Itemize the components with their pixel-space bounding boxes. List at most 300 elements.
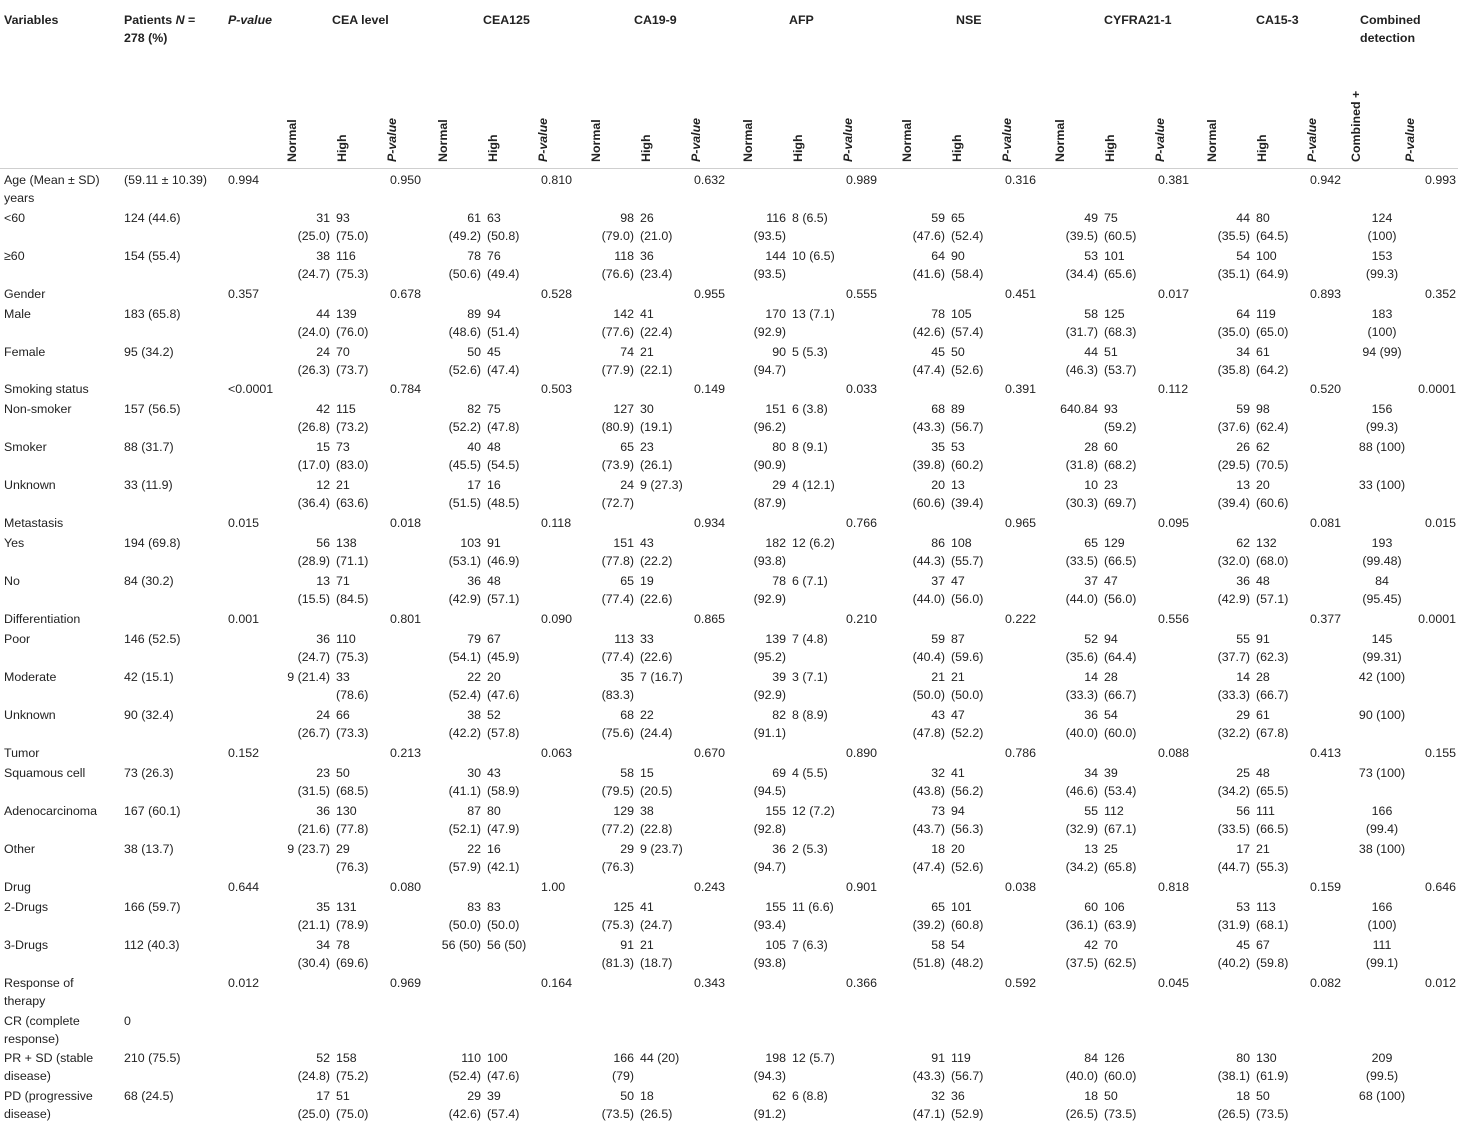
value-normal: 78 (42.6) <box>912 307 945 339</box>
value-normal: 9 (23.7) <box>287 842 330 856</box>
row-label: Other <box>4 842 35 856</box>
subheader-normal-4: Normal <box>900 119 914 162</box>
marker-p-value: 0.503 <box>541 382 573 396</box>
value-high: 100 (64.9) <box>1256 249 1289 281</box>
value-high: 6 (3.8) <box>792 402 828 416</box>
value-normal: 90 (94.7) <box>753 345 786 377</box>
row-patients: 183 (65.8) <box>124 307 181 321</box>
header-marker-0: CEA level <box>332 13 389 27</box>
value-normal: 182 (93.8) <box>753 536 786 568</box>
row-patients: 154 (55.4) <box>124 249 181 263</box>
marker-p-value: 0.670 <box>694 746 726 760</box>
subheader-high-0: High <box>335 134 349 162</box>
value-high: 5 (5.3) <box>792 345 828 359</box>
marker-p-value: 0.038 <box>1005 880 1037 894</box>
value-combined: 42 (100) <box>1358 670 1406 684</box>
value-normal: 55 (32.9) <box>1065 804 1098 836</box>
value-normal: 12 (36.4) <box>297 478 330 510</box>
value-high: 51 (53.7) <box>1104 345 1137 377</box>
value-normal: 80 (90.9) <box>753 440 786 472</box>
value-high: 94 (64.4) <box>1104 632 1137 664</box>
subheader-normal-1: Normal <box>436 119 450 162</box>
row-patients: 42 (15.1) <box>124 670 174 684</box>
value-high: 138 (71.1) <box>336 536 369 568</box>
header-marker-4: NSE <box>956 13 982 27</box>
value-high: 13 (7.1) <box>792 307 835 321</box>
value-high: 25 (65.8) <box>1104 842 1137 874</box>
combined-p-value: 0.0001 <box>1418 612 1456 626</box>
header-patients: Patients N = 278 (%) <box>124 13 196 45</box>
value-combined: 33 (100) <box>1358 478 1406 492</box>
value-high: 75 (47.8) <box>487 402 520 434</box>
value-high: 9 (23.7) <box>640 842 683 856</box>
value-high: 48 (57.1) <box>1256 574 1289 606</box>
marker-p-value: 0.950 <box>390 173 422 187</box>
value-normal: 53 (34.4) <box>1065 249 1098 281</box>
subheader-high-2: High <box>639 134 653 162</box>
value-normal: 24 (72.7) <box>601 478 634 510</box>
marker-p-value: 0.801 <box>390 612 422 626</box>
value-high: 4 (12.1) <box>792 478 835 492</box>
value-high: 39 (57.4) <box>487 1089 520 1121</box>
row-label: Smoker <box>4 440 47 454</box>
value-normal: 118 (76.6) <box>601 249 634 281</box>
value-high: 62 (70.5) <box>1256 440 1289 472</box>
combined-p-value: 0.155 <box>1424 746 1456 760</box>
marker-p-value: 0.955 <box>694 287 726 301</box>
value-high: 47 (52.2) <box>951 708 984 740</box>
value-normal: 64 (35.0) <box>1217 307 1250 339</box>
value-normal: 35 (83.3) <box>601 670 634 702</box>
marker-p-value: 0.678 <box>390 287 422 301</box>
value-normal: 82 (91.1) <box>753 708 786 740</box>
marker-p-value: 0.592 <box>1005 976 1037 990</box>
value-normal: 86 (44.3) <box>912 536 945 568</box>
row-patients: 95 (34.2) <box>124 345 174 359</box>
marker-p-value: 0.149 <box>694 382 726 396</box>
value-normal: 98 (79.0) <box>601 211 634 243</box>
row-patients: 157 (56.5) <box>124 402 181 416</box>
row-p-value: <0.0001 <box>228 382 274 396</box>
value-high: 47 (56.0) <box>951 574 984 606</box>
value-normal: 36 (42.9) <box>1217 574 1250 606</box>
value-normal: 80 (38.1) <box>1217 1051 1250 1083</box>
row-patients: 88 (31.7) <box>124 440 174 454</box>
value-high: 78 (69.6) <box>336 938 369 970</box>
value-high: 21 (18.7) <box>640 938 673 970</box>
value-normal: 42 (26.8) <box>297 402 330 434</box>
value-high: 80 (64.5) <box>1256 211 1289 243</box>
marker-p-value: 0.766 <box>846 516 878 530</box>
marker-p-value: 0.391 <box>1005 382 1037 396</box>
header-variables: Variables <box>4 13 59 27</box>
subheader-combined-p: P-value <box>1403 117 1417 162</box>
subheader-normal-6: Normal <box>1205 119 1219 162</box>
value-high: 132 (68.0) <box>1256 536 1289 568</box>
marker-p-value: 0.159 <box>1310 880 1342 894</box>
combined-p-value: 0.993 <box>1424 173 1456 187</box>
value-high: 125 (68.3) <box>1104 307 1137 339</box>
marker-p-value: 0.556 <box>1158 612 1190 626</box>
value-combined: 153 (99.3) <box>1365 249 1399 281</box>
marker-p-value: 0.786 <box>1005 746 1037 760</box>
value-normal: 40 (45.5) <box>448 440 481 472</box>
value-high: 53 (60.2) <box>951 440 984 472</box>
subheader-p-0: P-value <box>385 117 399 162</box>
value-high: 47 (56.0) <box>1104 574 1137 606</box>
value-normal: 36 (40.0) <box>1065 708 1098 740</box>
header-marker-3: AFP <box>789 13 814 27</box>
value-high: 100 (47.6) <box>487 1051 520 1083</box>
value-normal: 22 (57.9) <box>448 842 481 874</box>
value-combined: 68 (100) <box>1358 1089 1406 1103</box>
value-normal: 29 (87.9) <box>753 478 786 510</box>
value-normal: 78 (92.9) <box>753 574 786 606</box>
value-high: 61 (67.8) <box>1256 708 1289 740</box>
value-normal: 78 (50.6) <box>448 249 481 281</box>
value-normal: 59 (37.6) <box>1217 402 1250 434</box>
row-p-value: 0.152 <box>228 746 260 760</box>
subheader-normal-5: Normal <box>1053 119 1067 162</box>
value-normal: 36 (42.9) <box>448 574 481 606</box>
value-high: 90 (58.4) <box>951 249 984 281</box>
row-label: <60 <box>4 211 26 225</box>
row-patients: 210 (75.5) <box>124 1051 181 1065</box>
marker-p-value: 0.810 <box>541 173 573 187</box>
row-label: No <box>4 574 20 588</box>
value-normal: 58 (31.7) <box>1065 307 1098 339</box>
value-normal: 198 (94.3) <box>753 1051 786 1083</box>
value-high: 50 (73.5) <box>1104 1089 1137 1121</box>
value-high: 21 (63.6) <box>336 478 369 510</box>
value-high: 21 (55.3) <box>1256 842 1289 874</box>
value-normal: 37 (44.0) <box>912 574 945 606</box>
row-patients: 90 (32.4) <box>124 708 174 722</box>
value-normal: 53 (31.9) <box>1217 900 1250 932</box>
value-high: 67 (45.9) <box>487 632 520 664</box>
value-high: 101 (60.8) <box>951 900 984 932</box>
value-high: 61 (64.2) <box>1256 345 1289 377</box>
value-normal: 15 (17.0) <box>297 440 330 472</box>
header-combined: Combined detection <box>1360 13 1421 45</box>
value-normal: 170 (92.9) <box>753 307 786 339</box>
row-label: Tumor <box>4 746 40 760</box>
value-high: 30 (19.1) <box>640 402 673 434</box>
row-label: PR + SD (stable disease) <box>4 1051 94 1083</box>
row-label: Yes <box>4 536 25 550</box>
value-combined: 166 (100) <box>1367 900 1397 932</box>
value-high: 15 (20.5) <box>640 766 673 798</box>
value-normal: 142 (77.6) <box>601 307 634 339</box>
value-normal: 45 (40.2) <box>1217 938 1250 970</box>
value-high: 101 (65.6) <box>1104 249 1137 281</box>
value-normal: 38 (24.7) <box>297 249 330 281</box>
marker-p-value: 0.818 <box>1158 880 1190 894</box>
value-normal: 10 (30.3) <box>1065 478 1098 510</box>
value-normal: 34 (35.8) <box>1217 345 1250 377</box>
value-high: 112 (67.1) <box>1104 804 1137 836</box>
value-high: 29 (76.3) <box>336 842 369 874</box>
value-high: 28 (66.7) <box>1104 670 1137 702</box>
value-normal: 113 (77.4) <box>601 632 634 664</box>
value-combined: 111 (99.1) <box>1365 938 1399 970</box>
value-high: 50 (68.5) <box>336 766 369 798</box>
row-p-value: 0.015 <box>228 516 260 530</box>
subheader-p-4: P-value <box>1000 117 1014 162</box>
row-label: Smoking status <box>4 382 89 396</box>
value-normal: 74 (77.9) <box>601 345 634 377</box>
value-high: 20 (52.6) <box>951 842 984 874</box>
value-normal: 52 (35.6) <box>1065 632 1098 664</box>
value-normal: 139 (95.2) <box>753 632 786 664</box>
value-normal: 18 (26.5) <box>1065 1089 1098 1121</box>
value-high: 115 (73.2) <box>336 402 369 434</box>
value-high: 94 (56.3) <box>951 804 984 836</box>
marker-p-value: 0.343 <box>694 976 726 990</box>
subheader-normal-3: Normal <box>741 119 755 162</box>
value-normal: 64 (41.6) <box>912 249 945 281</box>
value-high: 50 (73.5) <box>1256 1089 1289 1121</box>
value-normal: 29 (76.3) <box>601 842 634 874</box>
value-high: 91 (62.3) <box>1256 632 1289 664</box>
value-high: 129 (66.5) <box>1104 536 1137 568</box>
value-high: 63 (50.8) <box>487 211 520 243</box>
row-label: Male <box>4 307 31 321</box>
marker-p-value: 0.890 <box>846 746 878 760</box>
value-high: 106 (63.9) <box>1104 900 1137 932</box>
marker-p-value: 0.222 <box>1005 612 1037 626</box>
value-high: 23 (26.1) <box>640 440 673 472</box>
value-normal: 56 (28.9) <box>297 536 330 568</box>
subheader-normal-2: Normal <box>589 119 603 162</box>
marker-p-value: 0.965 <box>1005 516 1037 530</box>
value-high: 80 (47.9) <box>487 804 520 836</box>
value-normal: 68 (43.3) <box>912 402 945 434</box>
value-high: 94 (51.4) <box>487 307 520 339</box>
value-normal: 61 (49.2) <box>448 211 481 243</box>
value-normal: 32 (43.8) <box>912 766 945 798</box>
value-high: 18 (26.5) <box>640 1089 673 1121</box>
marker-p-value: 0.017 <box>1158 287 1190 301</box>
value-high: 45 (47.4) <box>487 345 520 377</box>
row-label: Poor <box>4 632 31 646</box>
value-normal: 22 (52.4) <box>448 670 481 702</box>
marker-p-value: 0.528 <box>541 287 573 301</box>
value-high: 50 (52.6) <box>951 345 984 377</box>
value-normal: 166 (79) <box>611 1051 634 1083</box>
value-high: 98 (62.4) <box>1256 402 1289 434</box>
value-normal: 13 (34.2) <box>1065 842 1098 874</box>
value-high: 12 (5.7) <box>792 1051 835 1065</box>
value-high: 16 (42.1) <box>487 842 520 874</box>
value-normal: 36 (94.7) <box>753 842 786 874</box>
value-high: 66 (73.3) <box>336 708 369 740</box>
value-high: 36 (52.9) <box>951 1089 984 1121</box>
value-high: 48 (57.1) <box>487 574 520 606</box>
value-normal: 91 (81.3) <box>601 938 634 970</box>
value-combined: 38 (100) <box>1358 842 1406 856</box>
marker-p-value: 0.118 <box>541 516 572 530</box>
marker-p-value: 0.088 <box>1158 746 1190 760</box>
row-patients: 146 (52.5) <box>124 632 181 646</box>
value-normal: 58 (79.5) <box>601 766 634 798</box>
value-normal: 65 (33.5) <box>1065 536 1098 568</box>
value-high: 20 (60.6) <box>1256 478 1289 510</box>
row-patients: 194 (69.8) <box>124 536 181 550</box>
value-high: 43 (58.9) <box>487 766 520 798</box>
value-normal: 68 (75.6) <box>601 708 634 740</box>
value-high: 113 (68.1) <box>1256 900 1289 932</box>
combined-p-value: 0.012 <box>1424 976 1456 990</box>
row-label: CR (complete response) <box>4 1014 80 1046</box>
value-normal: 36 (21.6) <box>297 804 330 836</box>
value-normal: 79 (54.1) <box>448 632 481 664</box>
marker-p-value: 1.00 <box>541 880 566 894</box>
value-high: 75 (60.5) <box>1104 211 1137 243</box>
marker-p-value: 0.063 <box>541 746 573 760</box>
row-patients: 33 (11.9) <box>124 478 173 492</box>
row-p-value: 0.001 <box>228 612 260 626</box>
value-high: 83 (50.0) <box>487 900 520 932</box>
value-normal: 105 (93.8) <box>753 938 786 970</box>
row-label: Moderate <box>4 670 57 684</box>
row-patients: 68 (24.5) <box>124 1089 174 1103</box>
value-normal: 44 (24.0) <box>297 307 330 339</box>
value-normal: 21 (50.0) <box>912 670 945 702</box>
value-normal: 83 (50.0) <box>448 900 481 932</box>
value-normal: 49 (39.5) <box>1065 211 1098 243</box>
value-combined: 193 (99.48) <box>1362 536 1402 568</box>
value-normal: 17 (51.5) <box>448 478 481 510</box>
row-label: Gender <box>4 287 46 301</box>
value-normal: 9 (21.4) <box>287 670 330 684</box>
header-p-value: P-value <box>228 13 273 27</box>
marker-p-value: 0.377 <box>1310 612 1342 626</box>
row-patients: 112 (40.3) <box>124 938 180 952</box>
value-high: 38 (22.8) <box>640 804 673 836</box>
value-high: 48 (65.5) <box>1256 766 1289 798</box>
value-normal: 44 (46.3) <box>1065 345 1098 377</box>
value-normal: 65 (73.9) <box>601 440 634 472</box>
value-high: 93 (59.2) <box>1104 402 1137 434</box>
value-normal: 32 (47.1) <box>912 1089 945 1121</box>
value-high: 11 (6.6) <box>792 900 834 914</box>
value-high: 9 (27.3) <box>640 478 683 492</box>
value-normal: 50 (73.5) <box>601 1089 634 1121</box>
value-normal: 13 (15.5) <box>297 574 330 606</box>
value-normal: 640.84 <box>1060 402 1098 416</box>
marker-p-value: 0.018 <box>390 516 422 530</box>
value-normal: 45 (47.4) <box>912 345 945 377</box>
value-combined: 183 (100) <box>1367 307 1397 339</box>
value-high: 36 (23.4) <box>640 249 673 281</box>
value-combined: 156 (99.3) <box>1365 402 1399 434</box>
value-normal: 54 (35.1) <box>1217 249 1250 281</box>
value-normal: 89 (48.6) <box>448 307 481 339</box>
value-high: 54 (60.0) <box>1104 708 1137 740</box>
value-high: 10 (6.5) <box>792 249 835 263</box>
value-high: 52 (57.8) <box>487 708 520 740</box>
value-normal: 42 (37.5) <box>1065 938 1098 970</box>
row-p-value: 0.994 <box>228 173 260 187</box>
value-normal: 58 (51.8) <box>912 938 945 970</box>
subheader-high-5: High <box>1103 134 1117 162</box>
value-high: 116 (75.3) <box>336 249 369 281</box>
row-label: Drug <box>4 880 31 894</box>
marker-p-value: 0.082 <box>1310 976 1342 990</box>
subheader-p-5: P-value <box>1153 117 1167 162</box>
marker-p-value: 0.632 <box>694 173 726 187</box>
row-label: ≥60 <box>4 249 25 263</box>
value-high: 39 (53.4) <box>1104 766 1137 798</box>
value-normal: 29 (32.2) <box>1217 708 1250 740</box>
combined-p-value: 0.352 <box>1424 287 1456 301</box>
marker-p-value: 0.934 <box>694 516 726 530</box>
value-normal: 129 (77.2) <box>601 804 634 836</box>
value-normal: 91 (43.3) <box>912 1051 945 1083</box>
value-normal: 50 (52.6) <box>448 345 481 377</box>
subheader-high-6: High <box>1255 134 1269 162</box>
value-high: 70 (62.5) <box>1104 938 1137 970</box>
value-high: 6 (7.1) <box>792 574 828 588</box>
marker-p-value: 0.095 <box>1158 516 1190 530</box>
marker-p-value: 0.081 <box>1310 516 1342 530</box>
value-high: 44 (20) <box>640 1051 680 1065</box>
value-high: 48 (54.5) <box>487 440 520 472</box>
value-high: 158 (75.2) <box>336 1051 369 1083</box>
value-high: 12 (6.2) <box>792 536 835 550</box>
value-high: 26 (21.0) <box>640 211 673 243</box>
value-normal: 116 (93.5) <box>753 211 786 243</box>
value-high: 76 (49.4) <box>487 249 520 281</box>
value-combined: 73 (100) <box>1358 766 1406 780</box>
value-high: 110 (75.3) <box>336 632 369 664</box>
marker-p-value: 0.901 <box>846 880 878 894</box>
row-patients: 0 <box>124 1014 131 1028</box>
value-high: 67 (59.8) <box>1256 938 1289 970</box>
marker-p-value: 0.210 <box>846 612 878 626</box>
row-patients: 73 (26.3) <box>124 766 174 780</box>
subheader-p-1: P-value <box>536 117 550 162</box>
value-combined: 124 (100) <box>1367 211 1397 243</box>
value-high: 73 (83.0) <box>336 440 369 472</box>
row-patients: 124 (44.6) <box>124 211 181 225</box>
value-normal: 82 (52.2) <box>448 402 481 434</box>
value-normal: 28 (31.8) <box>1065 440 1098 472</box>
marker-p-value: 0.090 <box>541 612 573 626</box>
row-label: Adenocarcinoma <box>4 804 97 818</box>
value-high: 89 (56.7) <box>951 402 984 434</box>
marker-p-value: 0.213 <box>390 746 422 760</box>
value-high: 16 (48.5) <box>487 478 520 510</box>
value-normal: 17 (44.7) <box>1217 842 1250 874</box>
subheader-p-3: P-value <box>841 117 855 162</box>
value-normal: 25 (34.2) <box>1217 766 1250 798</box>
header-marker-6: CA15-3 <box>1256 13 1299 27</box>
value-high: 70 (73.7) <box>336 345 369 377</box>
value-normal: 18 (47.4) <box>912 842 945 874</box>
row-p-value: 0.644 <box>228 880 260 894</box>
value-combined: 88 (100) <box>1358 440 1406 454</box>
row-p-value: 0.357 <box>228 287 260 301</box>
value-normal: 34 (46.6) <box>1065 766 1098 798</box>
value-high: 21 (22.1) <box>640 345 673 377</box>
combined-p-value: 0.0001 <box>1418 382 1456 396</box>
value-normal: 17 (25.0) <box>297 1089 330 1121</box>
value-high: 111 (66.5) <box>1256 804 1289 836</box>
value-combined: 145 (99.31) <box>1362 632 1402 664</box>
value-combined: 166 (99.4) <box>1365 804 1399 836</box>
